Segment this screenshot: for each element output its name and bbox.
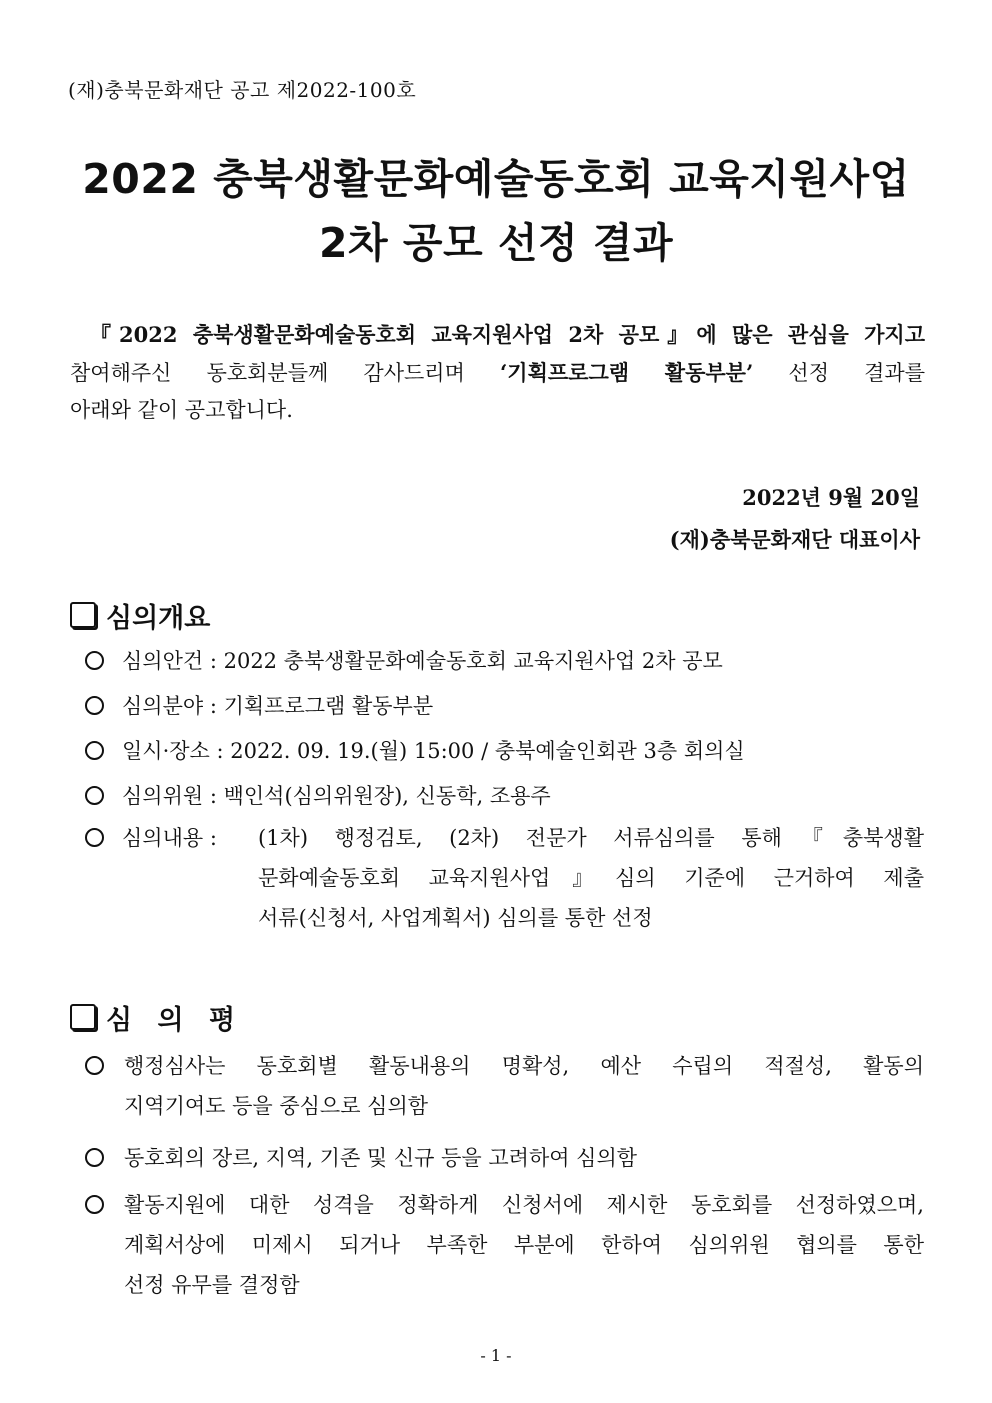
list-item: 심의위원 : 백인석(심의위원장), 신동학, 조용주 (85, 776, 925, 816)
list-item (124, 1185, 924, 1305)
review-bullet-icon-1 (85, 1046, 122, 1086)
circle-bullet-icon (85, 828, 104, 847)
section2-heading-text: 심 의 평 (106, 1004, 244, 1036)
page-title-line2: 2차 공모 선정 결과 (318, 219, 674, 267)
review-content-line: 문화예술동호회 교육지원사업』심의 기준에 근거하여 제출 (258, 866, 924, 890)
item-label: 심의안건 (122, 649, 204, 673)
intro-line-2 (70, 354, 925, 392)
page-title-line1: 2022 충북생활문화예술동호회 교육지원사업 (82, 155, 910, 203)
intro-highlight: ‘기획프로그램 활동부분’ (500, 360, 754, 385)
notice-number: (재)충북문화재단 공고 제2022-100호 (68, 78, 417, 102)
section-heading-review (70, 1000, 243, 1034)
review-bullet-icon-2 (85, 1138, 122, 1178)
list-item (124, 1046, 924, 1126)
circle-bullet-icon (85, 651, 104, 670)
review-content-line: (1차) 행정검토, (2차) 전문가 서류심의를 통해『충북생활 (258, 826, 924, 850)
circle-bullet-icon (85, 741, 104, 760)
review-line: 선정 유무를 결정함 (124, 1273, 300, 1297)
item-label: 심의위원 (122, 784, 204, 808)
list-item: 심의내용 : (85, 818, 255, 858)
review-line: 계획서상에 미제시 되거나 부족한 부분에 한하여 심의위원 협의를 통한 (124, 1233, 924, 1257)
item-value: 기획프로그램 활동부분 (223, 694, 434, 718)
section-heading-overview (70, 598, 210, 632)
signatory: (재)충북문화재단 대표이사 (669, 527, 920, 552)
list-item (124, 1138, 924, 1178)
item-value: 2022 충북생활문화예술동호회 교육지원사업 2차 공모 (223, 649, 723, 673)
circle-bullet-icon (85, 1148, 104, 1167)
page-number: - 1 - (480, 1346, 512, 1365)
review-content-line: 서류(신청서, 사업계획서) 심의를 통한 선정 (258, 906, 653, 930)
list-item: 심의안건 : 2022 충북생활문화예술동호회 교육지원사업 2차 공모 (85, 641, 925, 681)
intro-line-3: 아래와 같이 공고합니다. (70, 398, 293, 422)
circle-bullet-icon (85, 1195, 104, 1214)
intro-line-1 (70, 316, 925, 354)
intro-line-2-pre: 참여해주신 동호회분들께 감사드리며 (70, 361, 465, 385)
review-bullet-icon-3 (85, 1185, 122, 1225)
list-item: 일시·장소 : 2022. 09. 19.(월) 15:00 / 충북예술인회관 3층 회의실 (85, 731, 925, 771)
review-line: 행정심사는 동호회별 활동내용의 명확성, 예산 수립의 적절성, 활동의 (124, 1054, 924, 1078)
item-value: 2022. 09. 19.(월) 15:00 / 충북예술인회관 3층 회의실 (230, 739, 745, 763)
checkbox-square-icon (70, 1004, 96, 1030)
review-content-text (258, 818, 924, 938)
circle-bullet-icon (85, 696, 104, 715)
intro-line-2-post: 선정 결과를 (788, 361, 925, 385)
item-label: 심의분야 (122, 694, 204, 718)
review-line: 활동지원에 대한 성격을 정확하게 신청서에 제시한 동호회를 선정하였으며, (124, 1193, 924, 1217)
checkbox-square-icon (70, 602, 96, 628)
circle-bullet-icon (85, 786, 104, 805)
notice-date: 2022년 9월 20일 (742, 485, 920, 510)
section1-heading-text: 심의개요 (106, 602, 211, 634)
list-item: 심의분야 : 기획프로그램 활동부분 (85, 686, 925, 726)
intro-paragraph (70, 316, 925, 429)
item-value: 백인석(심의위원장), 신동학, 조용주 (223, 784, 551, 808)
item-label: 심의내용 (122, 826, 204, 850)
review-line: 지역기여도 등을 중심으로 심의함 (124, 1094, 429, 1118)
circle-bullet-icon (85, 1056, 104, 1075)
intro-line-1-text: 『2022 충북생활문화예술동호회 교육지원사업 2차 공모』에 많은 관심을 가지고 (90, 322, 925, 347)
item-label: 일시·장소 (122, 739, 210, 763)
review-line: 동호회의 장르, 지역, 기존 및 신규 등을 고려하여 심의함 (124, 1146, 638, 1170)
